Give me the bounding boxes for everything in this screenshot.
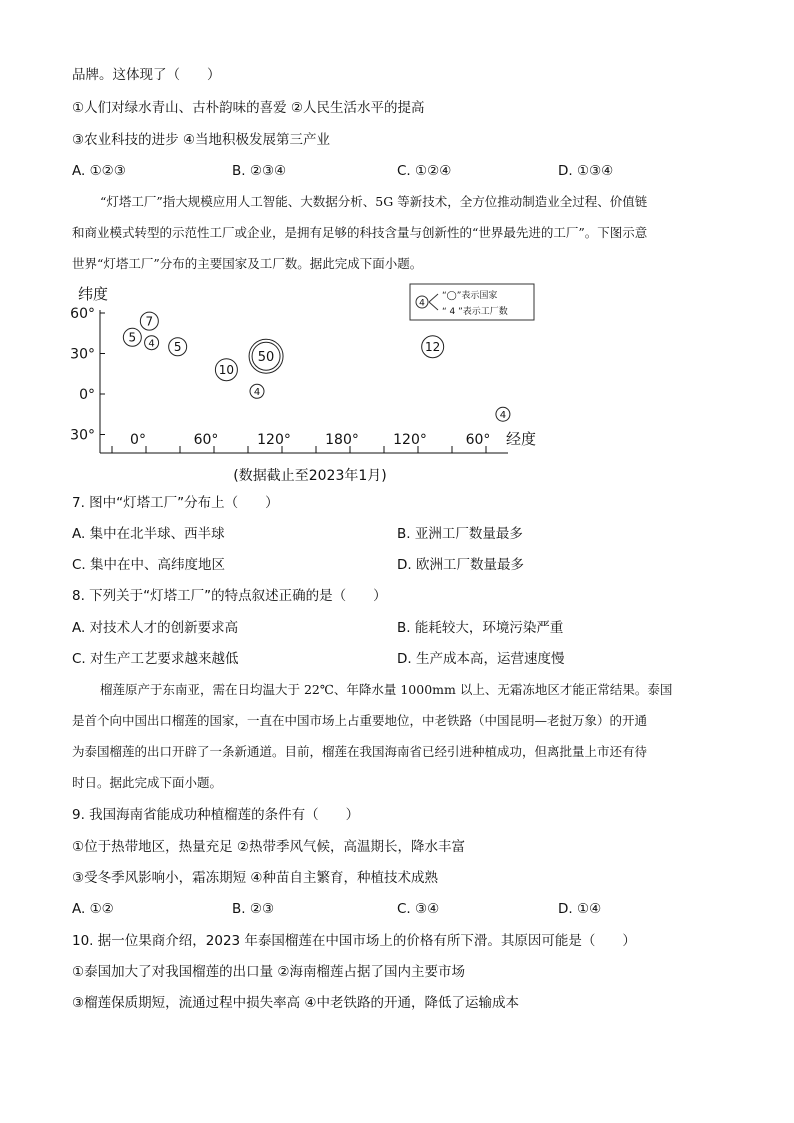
q9-stem: 9. 我国海南省能成功种植榴莲的条件有（ ） <box>72 807 360 823</box>
legend-sample-label: 4 <box>419 298 425 309</box>
legend-pointer-upper <box>429 294 438 302</box>
chart-caption: (数据截止至2023年1月) <box>233 468 387 484</box>
passage2-line: 为泰国榴莲的出口开辟了一条新通道。目前，榴莲在我国海南省已经引进种植成功，但离批量上市还有待 <box>72 744 648 759</box>
x-tick-label: 120° <box>393 432 427 448</box>
factory-count-label: 4 <box>148 338 155 350</box>
q9-option-d: D. ①④ <box>558 901 602 917</box>
factory-count-label: 10 <box>218 363 235 378</box>
q6-statement-2: ③农业科技的进步 ④当地积极发展第三产业 <box>72 132 330 148</box>
x-tick-label: 60° <box>465 432 491 448</box>
factory-count-label: 4 <box>253 386 261 398</box>
legend-line-2: “ 4 ”表示工厂数 <box>442 307 508 317</box>
y-tick-label: 30° <box>70 346 95 363</box>
x-tick-label: 0° <box>130 432 146 448</box>
q6-stem-tail: 品牌。这体现了（ ） <box>72 67 221 83</box>
factory-count-label: 12 <box>425 340 441 355</box>
passage-lighthouse-factory <box>72 186 732 279</box>
x-tick-label: 180° <box>325 432 359 448</box>
x-axis-label: 经度 <box>506 430 537 448</box>
q6-option-c: C. ①②④ <box>397 163 452 179</box>
legend-line-1: “◯”表示国家 <box>442 291 498 301</box>
q9-option-b: B. ②③ <box>232 901 275 917</box>
passage2-line: 是首个向中国出口榴莲的国家，一直在中国市场上占重要地位，中老铁路（中国昆明—老挝万象）的开通 <box>72 713 648 728</box>
x-tick-group <box>112 432 490 453</box>
factory-count-label: 50 <box>257 349 275 365</box>
chart-axes <box>100 310 508 453</box>
y-tick-label: 30° <box>70 427 95 444</box>
factory-count-label: 5 <box>128 330 137 345</box>
q10-stem: 10. 据一位果商介绍，2023 年泰国榴莲在中国市场上的价格有所下滑。其原因可能是（ ） <box>72 933 636 949</box>
q6-statement-1: ①人们对绿水青山、古朴韵味的喜爱 ②人民生活水平的提高 <box>72 100 425 116</box>
q9-statement-1: ①位于热带地区，热量充足 ②热带季风气候，高温期长，降水丰富 <box>72 839 465 855</box>
q8-option-a: A. 对技术人才的创新要求高 <box>72 620 239 636</box>
q10-statement-1: ①泰国加大了对我国榴莲的出口量 ②海南榴莲占据了国内主要市场 <box>72 964 465 980</box>
passage-durian <box>72 674 732 798</box>
x-tick-label: 60° <box>193 432 219 448</box>
y-tick-label: 60° <box>70 306 95 322</box>
q7-stem: 7. 图中“灯塔工厂”分布上（ ） <box>72 495 279 511</box>
q8-option-b: B. 能耗较大，环境污染严重 <box>397 620 564 636</box>
q10-statement-2: ③榴莲保质期短，流通过程中损失率高 ④中老铁路的开通，降低了运输成本 <box>72 995 519 1011</box>
passage1-line: 世界“灯塔工厂”分布的主要国家及工厂数。据此完成下面小题。 <box>72 256 423 271</box>
passage1-line: “灯塔工厂”指大规模应用人工智能、大数据分析、5G 等新技术，全方位推动制造业全过程、价值链 <box>100 194 648 209</box>
factory-count-label: 5 <box>173 340 182 355</box>
q7-option-c: C. 集中在中、高纬度地区 <box>72 557 226 573</box>
y-tick-label: 0° <box>79 387 95 403</box>
y-axis-label: 纬度 <box>78 285 109 303</box>
x-tick-label: 120° <box>257 432 291 448</box>
lighthouse-factory-chart <box>60 280 560 488</box>
q7-option-a: A. 集中在北半球、西半球 <box>72 526 225 542</box>
q8-option-c: C. 对生产工艺要求越来越低 <box>72 651 239 667</box>
factory-count-label: 7 <box>145 314 154 329</box>
q6-option-d: D. ①③④ <box>558 163 614 179</box>
factory-count-label: 4 <box>499 409 507 421</box>
chart-legend <box>410 284 534 320</box>
q9-option-a: A. ①② <box>72 901 114 917</box>
q6-option-b: B. ②③④ <box>232 163 287 179</box>
q9-option-c: C. ③④ <box>397 901 440 917</box>
legend-pointer-lower <box>429 302 438 310</box>
q6-option-a: A. ①②③ <box>72 163 126 179</box>
q8-option-d: D. 生产成本高，运营速度慢 <box>397 651 565 667</box>
passage1-line: 和商业模式转型的示范性工厂或企业，是拥有足够的科技含量与创新性的“世界最先进的工厂”。下图示意 <box>72 225 648 240</box>
passage2-line: 时日。据此完成下面小题。 <box>72 775 223 790</box>
point-group <box>123 312 510 421</box>
passage2-line: 榴莲原产于东南亚，需在日均温大于 22℃、年降水量 1000mm 以上、无霜冻地区才能正常结果。泰国 <box>100 682 673 697</box>
q8-stem: 8. 下列关于“灯塔工厂”的特点叙述正确的是（ ） <box>72 588 387 604</box>
q7-option-d: D. 欧洲工厂数量最多 <box>397 557 524 573</box>
q7-option-b: B. 亚洲工厂数量最多 <box>397 526 523 542</box>
q9-statement-2: ③受冬季风影响小，霜冻期短 ④种苗自主繁育，种植技术成熟 <box>72 870 438 886</box>
